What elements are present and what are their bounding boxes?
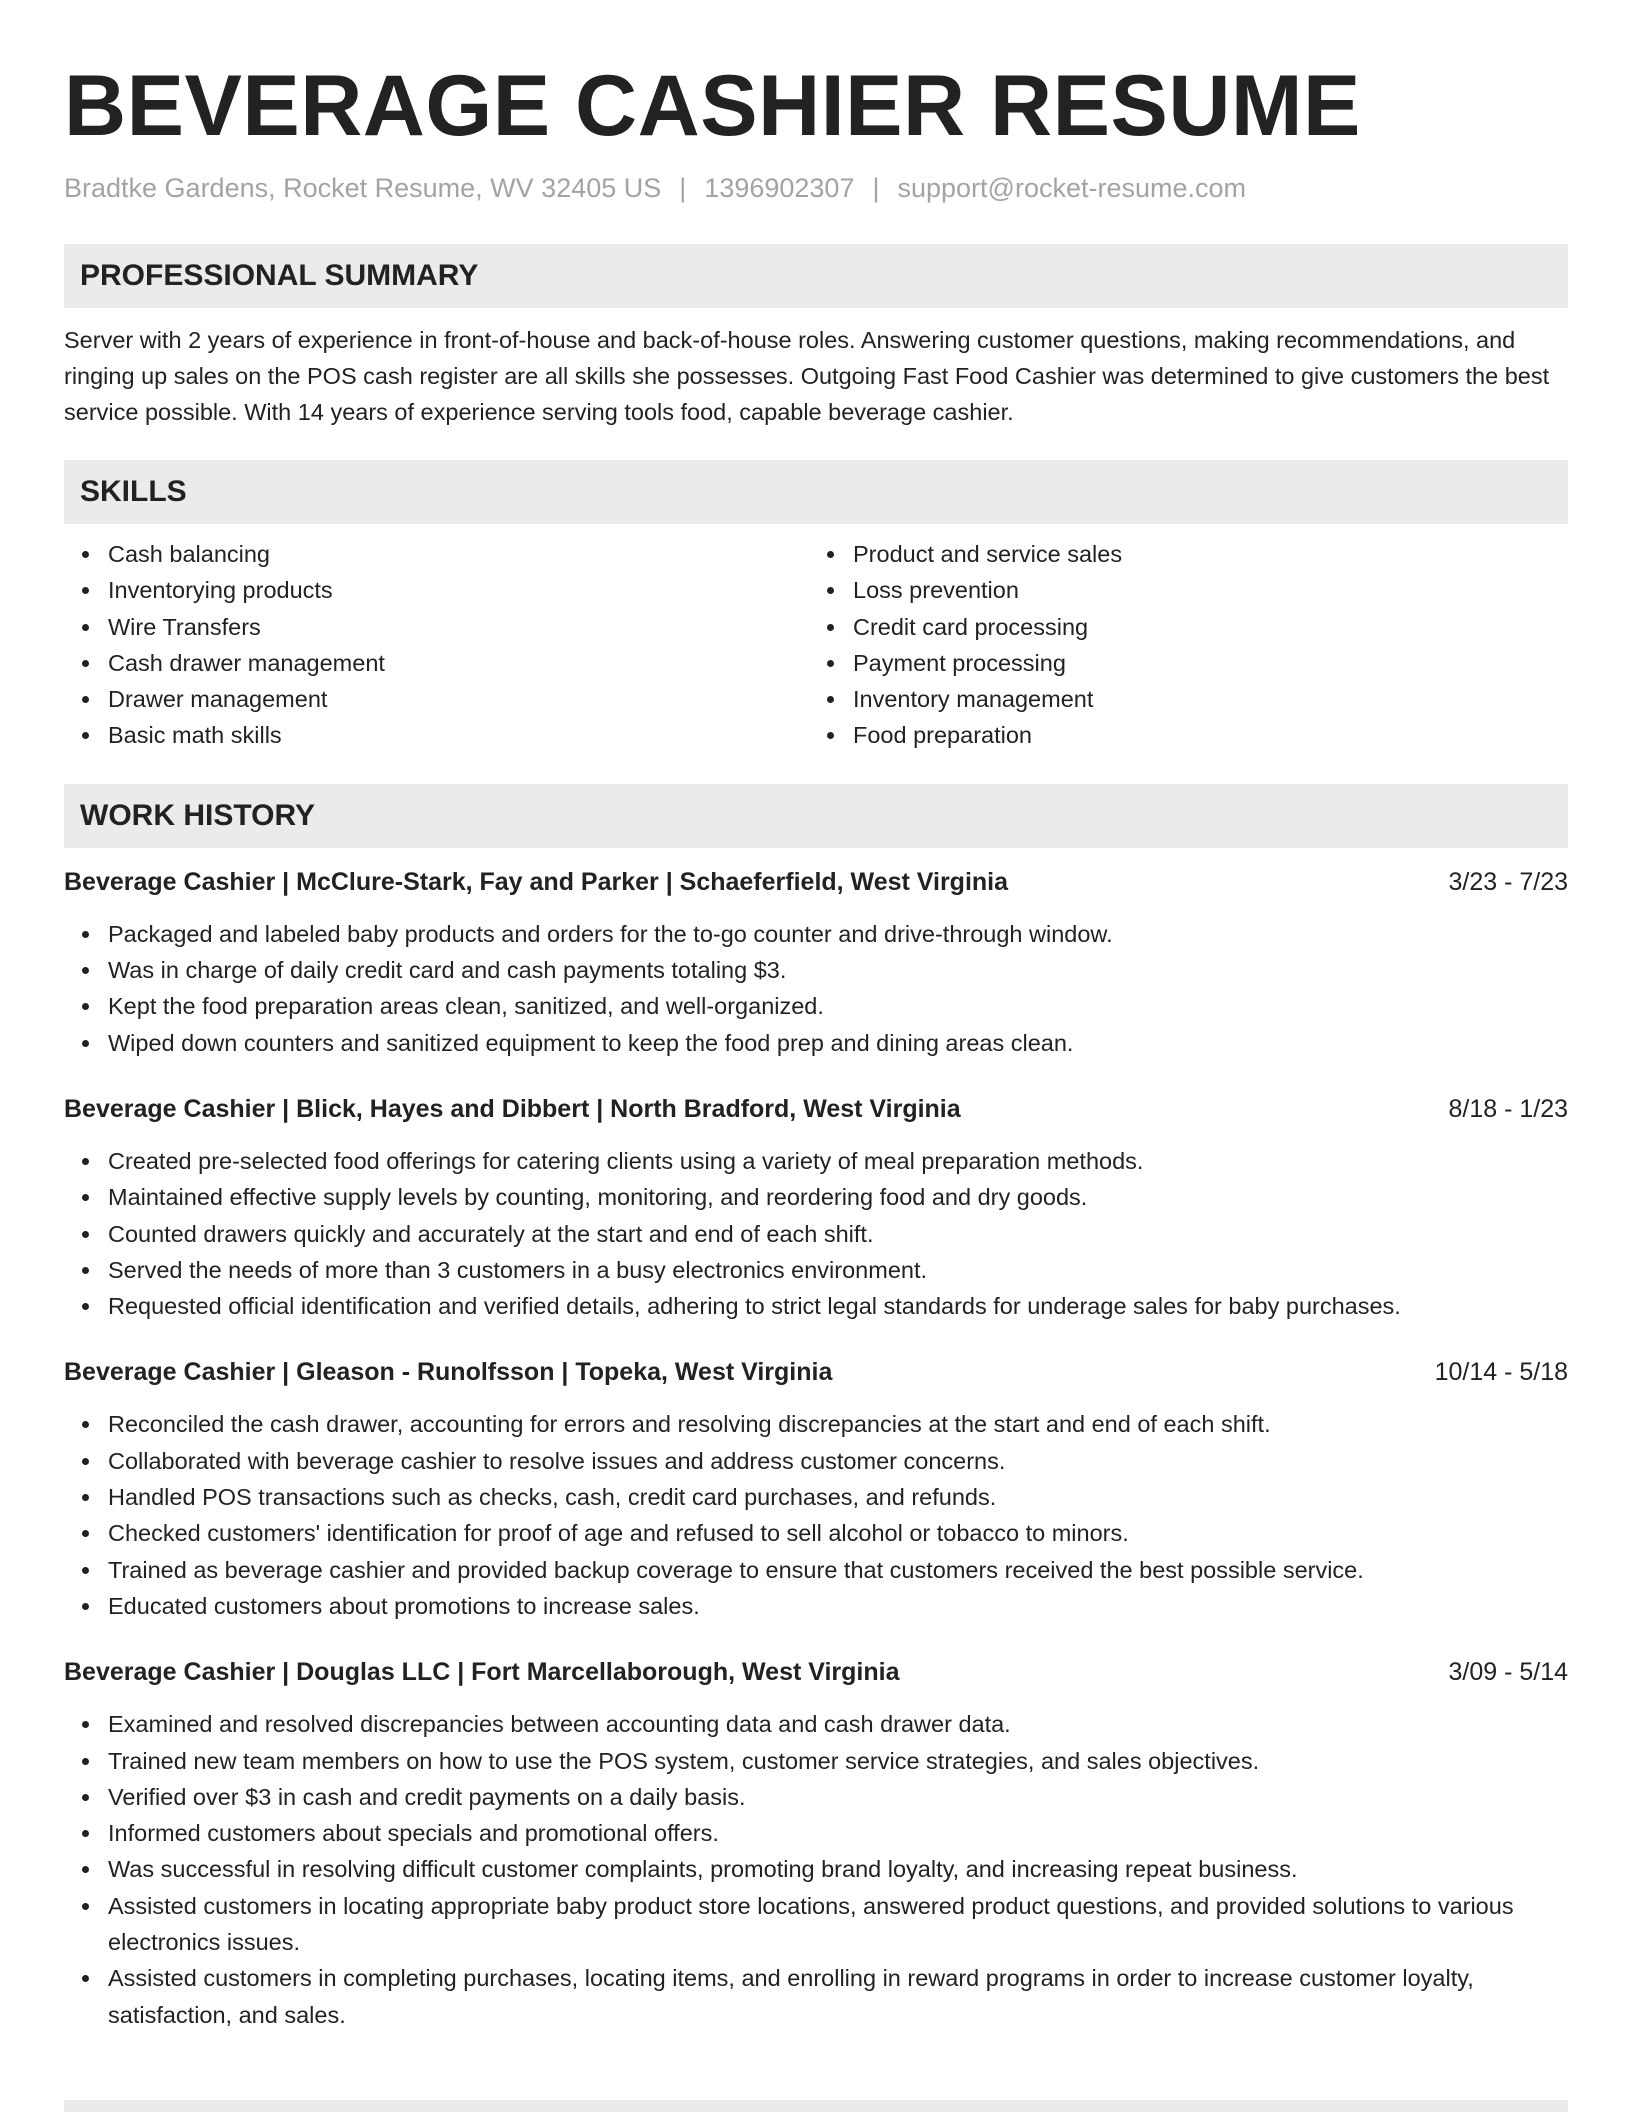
job-bullet: Verified over $3 in cash and credit payments on a daily basis.	[108, 1779, 1568, 1815]
job-bullet: Trained new team members on how to use the POS system, customer service strategies, and sales objectives.	[108, 1743, 1568, 1779]
contact-phone: 1396902307	[704, 173, 855, 203]
contact-separator: |	[872, 173, 880, 203]
contact-address: Bradtke Gardens, Rocket Resume, WV 32405 US	[64, 173, 662, 203]
job-bullet: Assisted customers in completing purchases, locating items, and enrolling in reward programs in order to increase customer loyalty, satisfaction, and sales.	[108, 1960, 1568, 2033]
job-bullet: Was successful in resolving difficult customer complaints, promoting brand loyalty, and increasing repeat business.	[108, 1851, 1568, 1887]
skill-item: Basic math skills	[108, 717, 823, 753]
contact-email: support@rocket-resume.com	[897, 173, 1247, 203]
job-bullet: Assisted customers in locating appropriate baby product store locations, answered product questions, and provided solutions to various electronics issues.	[108, 1888, 1568, 1961]
job-bullet: Was in charge of daily credit card and cash payments totaling $3.	[108, 952, 1568, 988]
skill-item: Loss prevention	[853, 572, 1568, 608]
job-entry	[64, 864, 1568, 1061]
skill-item: Inventorying products	[108, 572, 823, 608]
job-title: Beverage Cashier | Gleason - Runolfsson | Topeka, West Virginia	[64, 1358, 833, 1387]
job-dates: 10/14 - 5/18	[1434, 1358, 1568, 1387]
skill-item: Drawer management	[108, 681, 823, 717]
job-bullet: Collaborated with beverage cashier to resolve issues and address customer concerns.	[108, 1443, 1568, 1479]
job-bullets	[64, 1143, 1568, 1324]
job-entry	[64, 1354, 1568, 1624]
job-bullets	[64, 916, 1568, 1061]
job-bullet: Maintained effective supply levels by counting, monitoring, and reordering food and dry goods.	[108, 1179, 1568, 1215]
job-bullet: Checked customers' identification for proof of age and refused to sell alcohol or tobacco to minors.	[108, 1515, 1568, 1551]
job-bullet: Wiped down counters and sanitized equipment to keep the food prep and dining areas clean.	[108, 1025, 1568, 1061]
skills-list	[64, 536, 1568, 754]
job-bullet: Kept the food preparation areas clean, sanitized, and well-organized.	[108, 988, 1568, 1024]
skill-item: Product and service sales	[853, 536, 1568, 572]
work-history-heading: WORK HISTORY	[64, 784, 1568, 848]
job-entry	[64, 1654, 1568, 2033]
job-bullet: Educated customers about promotions to increase sales.	[108, 1588, 1568, 1624]
skills-column-right	[809, 536, 1568, 754]
job-bullet: Handled POS transactions such as checks, cash, credit card purchases, and refunds.	[108, 1479, 1568, 1515]
skill-item: Inventory management	[853, 681, 1568, 717]
job-header	[64, 864, 1568, 900]
job-header	[64, 1654, 1568, 1690]
contact-line	[64, 170, 1568, 206]
next-section-bar	[64, 2100, 1568, 2112]
job-bullets	[64, 1406, 1568, 1624]
job-dates: 3/09 - 5/14	[1448, 1658, 1568, 1687]
job-header	[64, 1354, 1568, 1390]
job-bullet: Counted drawers quickly and accurately at the start and end of each shift.	[108, 1216, 1568, 1252]
job-entry	[64, 1091, 1568, 1324]
contact-separator: |	[679, 173, 687, 203]
summary-heading: PROFESSIONAL SUMMARY	[64, 244, 1568, 308]
job-title: Beverage Cashier | Douglas LLC | Fort Marcellaborough, West Virginia	[64, 1658, 900, 1687]
job-bullet: Informed customers about specials and promotional offers.	[108, 1815, 1568, 1851]
job-dates: 3/23 - 7/23	[1448, 867, 1568, 896]
skill-item: Payment processing	[853, 645, 1568, 681]
work-history-list	[64, 864, 1568, 2033]
skill-item: Cash balancing	[108, 536, 823, 572]
skills-heading: SKILLS	[64, 460, 1568, 524]
skill-item: Wire Transfers	[108, 609, 823, 645]
job-bullet: Created pre-selected food offerings for catering clients using a variety of meal preparation methods.	[108, 1143, 1568, 1179]
job-header	[64, 1091, 1568, 1127]
job-bullet: Examined and resolved discrepancies between accounting data and cash drawer data.	[108, 1706, 1568, 1742]
skill-item: Food preparation	[853, 717, 1568, 753]
resume-title: BEVERAGE CASHIER RESUME	[64, 58, 1361, 154]
job-bullet: Trained as beverage cashier and provided backup coverage to ensure that customers received the best possible service.	[108, 1552, 1568, 1588]
job-title: Beverage Cashier | McClure-Stark, Fay and Parker | Schaeferfield, West Virginia	[64, 867, 1009, 896]
job-bullets	[64, 1706, 1568, 2033]
skill-item: Cash drawer management	[108, 645, 823, 681]
job-bullet: Packaged and labeled baby products and orders for the to-go counter and drive-through window.	[108, 916, 1568, 952]
job-bullet: Reconciled the cash drawer, accounting for errors and resolving discrepancies at the start and end of each shift.	[108, 1406, 1568, 1442]
job-bullet: Requested official identification and verified details, adhering to strict legal standards for underage sales for baby purchases.	[108, 1288, 1568, 1324]
skills-column-left	[64, 536, 823, 754]
job-title: Beverage Cashier | Blick, Hayes and Dibbert | North Bradford, West Virginia	[64, 1094, 961, 1123]
job-bullet: Served the needs of more than 3 customers in a busy electronics environment.	[108, 1252, 1568, 1288]
summary-text: Server with 2 years of experience in front-of-house and back-of-house roles. Answering customer questions, making recommendations, and ringing up sales on the POS cash register are all skills she possesses. Outgoing Fast Food Cashier was determined to give customers the best service possible. With 14 years of experience serving tools food, capable beverage cashier.	[64, 327, 1550, 425]
job-dates: 8/18 - 1/23	[1448, 1094, 1568, 1123]
skill-item: Credit card processing	[853, 609, 1568, 645]
